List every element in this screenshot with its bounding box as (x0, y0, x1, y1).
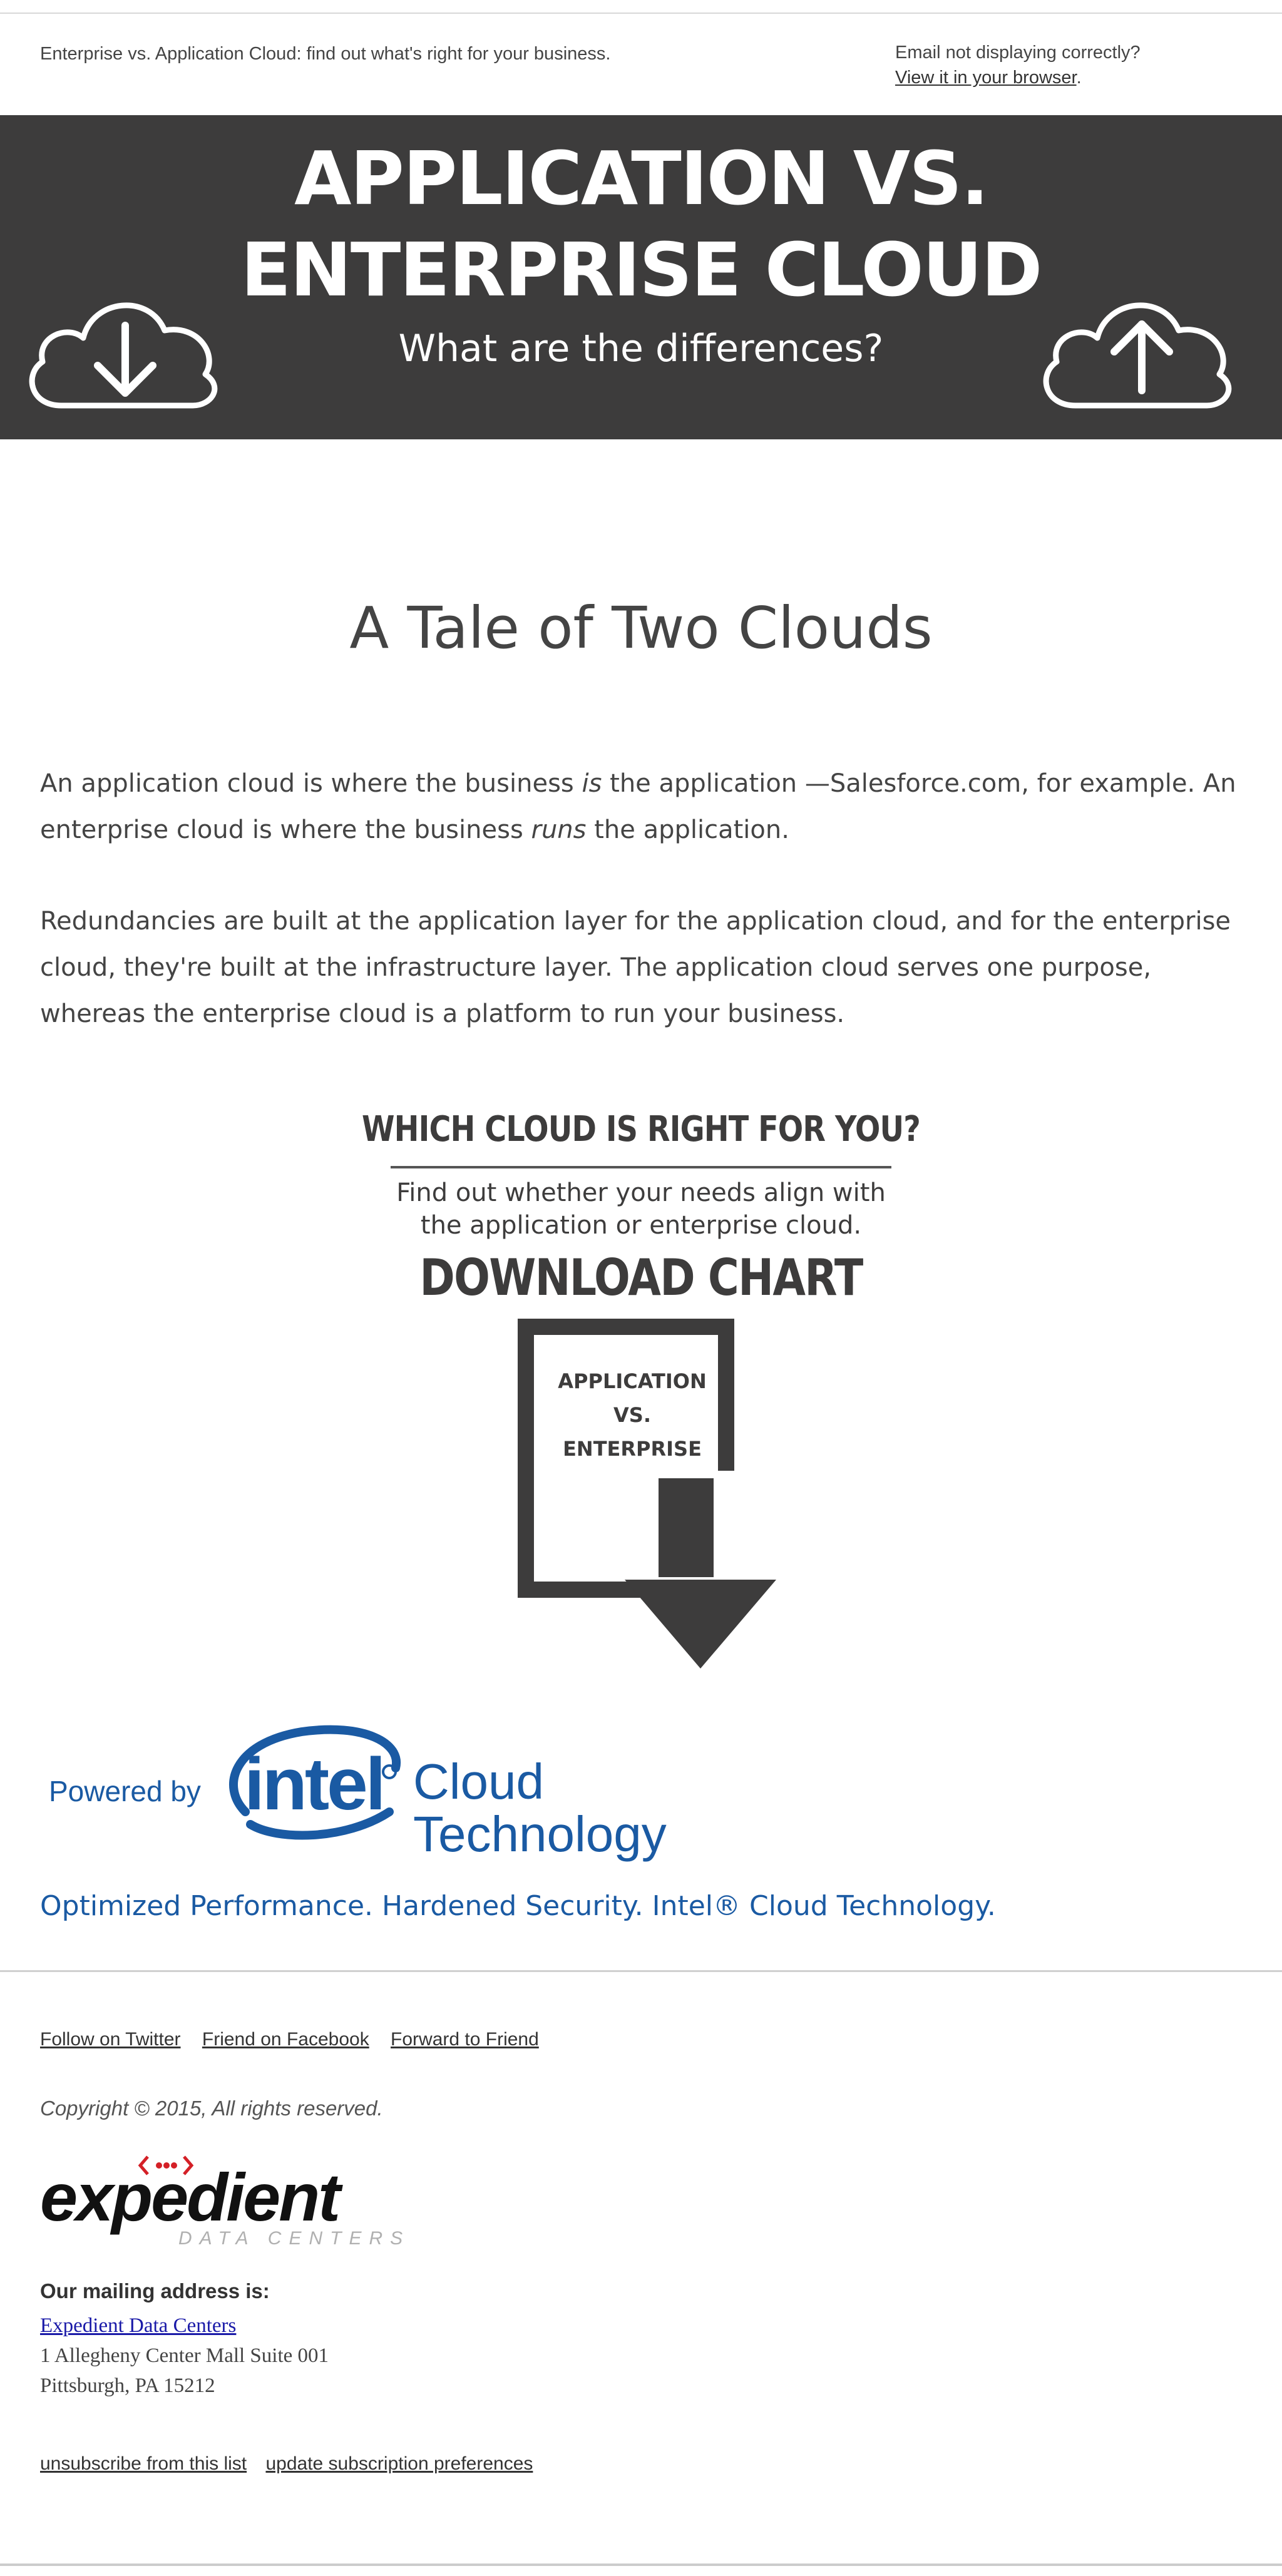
cloud-upload-icon (1032, 280, 1244, 418)
intel-cloud-technology (413, 1756, 667, 1861)
cloud-download-icon (18, 280, 230, 418)
footer-divider (0, 1970, 1282, 1972)
view-in-browser-link[interactable]: View it in your browser (895, 68, 1077, 88)
address-line1: 1 Allegheny Center Mall Suite 001 (40, 2344, 329, 2367)
doc-line3: ENTERPRISE (563, 1437, 702, 1461)
banner-title-line2: ENTERPRISE CLOUD (240, 227, 1042, 313)
unsubscribe-link[interactable]: unsubscribe from this list (40, 2453, 247, 2474)
preheader-browser-notice (895, 40, 1141, 90)
copyright-text: Copyright © 2015, All rights reserved. (40, 2097, 383, 2120)
intel-cloud-line1: Cloud (413, 1754, 545, 1809)
browser-link-row (895, 65, 1141, 90)
para1-emphasis-is: is (582, 769, 602, 798)
mailing-address-heading: Our mailing address is: (40, 2279, 270, 2303)
content-headline: A Tale of Two Clouds (349, 595, 933, 662)
company-link[interactable]: Expedient Data Centers (40, 2314, 237, 2337)
company-link-row (40, 2311, 329, 2341)
update-preferences-link[interactable]: update subscription preferences (265, 2453, 533, 2474)
powered-by-text: Powered by (49, 1775, 201, 1807)
cta-title[interactable]: WHICH CLOUD IS RIGHT FOR YOU? (361, 1109, 921, 1150)
forward-to-friend-link[interactable]: Forward to Friend (391, 2029, 539, 2050)
redundancy-paragraph: Redundancies are built at the application layer for the application cloud, and for the enterprise cloud, they're built at the infrastructure layer. The application cloud serves one purpose, whereas the enterprise cloud is a platform to run your business. (40, 907, 1231, 1028)
friend-facebook-link[interactable]: Friend on Facebook (202, 2029, 369, 2050)
cta-body-line2: the application or enterprise cloud. (420, 1211, 862, 1240)
preheader-text: Enterprise vs. Application Cloud: find out what's right for your business. (40, 44, 611, 64)
para1-part2: the application —Salesforce.com, for example. An enterprise cloud is where the business (40, 769, 1236, 844)
top-divider (0, 13, 1282, 14)
download-chart-button[interactable]: DOWNLOAD CHART (419, 1249, 863, 1307)
bottom-divider (0, 2563, 1282, 2566)
mailing-address (40, 2311, 329, 2401)
banner-title-line1: APPLICATION VS. (294, 135, 988, 222)
email-not-displaying-text: Email not displaying correctly? (895, 43, 1141, 63)
cta-body-line1: Find out whether your needs align with (396, 1178, 886, 1207)
para1-emphasis-runs: runs (531, 815, 587, 844)
expedient-logo-subtitle: DATA CENTERS (178, 2228, 411, 2249)
intel-logo[interactable] (220, 1718, 408, 1843)
intel-tagline: Optimized Performance. Hardened Security. Intel® Cloud Technology. (40, 1890, 996, 1922)
cta-divider (391, 1166, 891, 1168)
browser-link-suffix: . (1076, 68, 1082, 88)
intel-cloud-line2: Technology (413, 1806, 667, 1862)
follow-twitter-link[interactable]: Follow on Twitter (40, 2029, 181, 2050)
address-line2: Pittsburgh, PA 15212 (40, 2374, 215, 2397)
para1-part1: An application cloud is where the business (40, 769, 582, 798)
intel-logo-text: intel (244, 1743, 384, 1826)
doc-line1: APPLICATION (558, 1369, 707, 1393)
social-links (40, 2029, 555, 2050)
doc-line2: VS. (613, 1403, 651, 1427)
intro-paragraph (40, 760, 1242, 853)
subscription-links (40, 2453, 546, 2475)
cta-description[interactable] (0, 1177, 1282, 1242)
para1-part3: the application. (586, 815, 789, 844)
expedient-logo[interactable]: expedient (40, 2159, 339, 2235)
banner-subtitle: What are the differences? (398, 327, 884, 371)
document-label (526, 1364, 739, 1466)
